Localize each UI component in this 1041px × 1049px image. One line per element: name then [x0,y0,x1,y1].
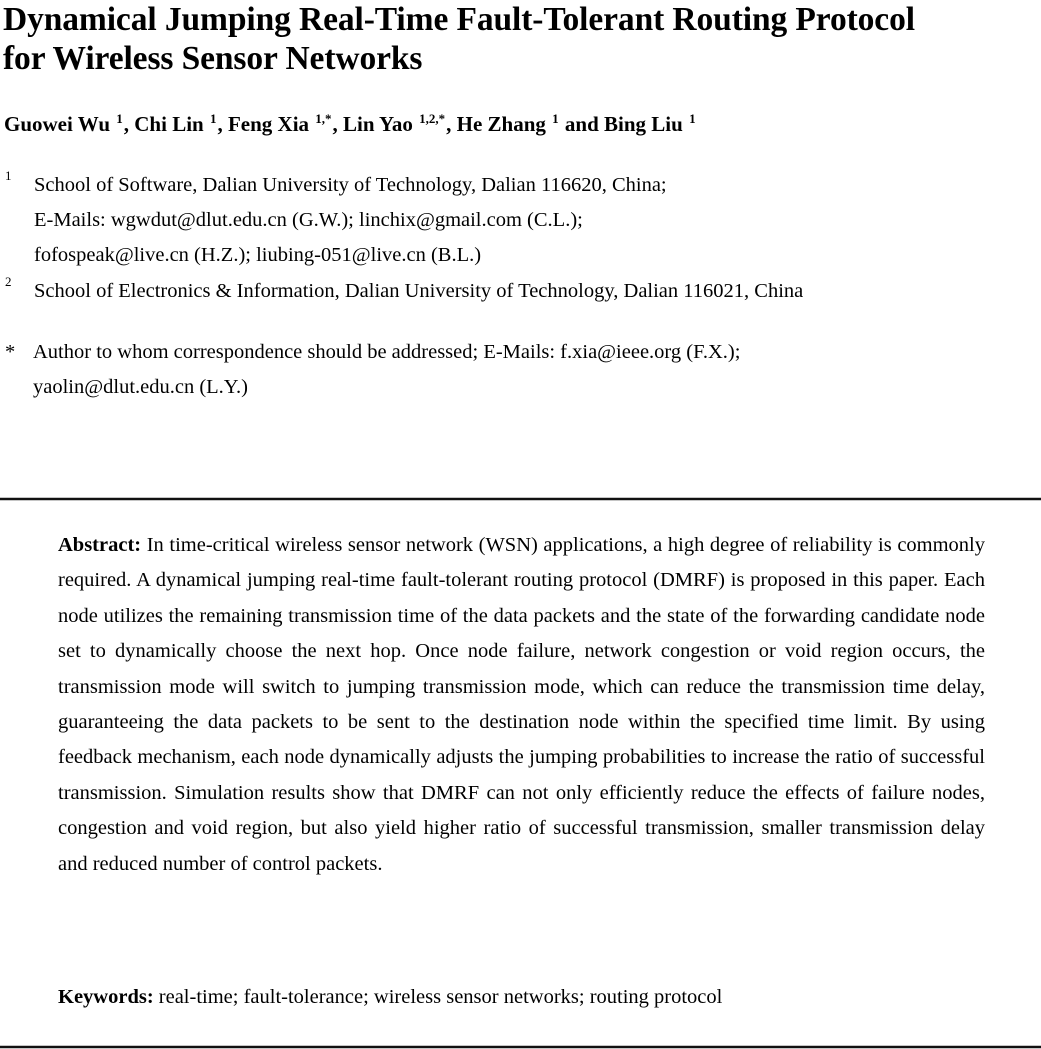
horizontal-rule-bottom [0,1046,1041,1048]
author-affiliation-marker: 1 [116,111,123,126]
affiliation-text: School of Software, Dalian University of Technology, Dalian 116620, China; [34,174,667,196]
keywords-line [58,980,722,1015]
abstract-paragraph [58,528,985,882]
title-line-1: Dynamical Jumping Real-Time Fault-Tolerant Routing Protocol [3,1,915,38]
author-name: Feng Xia [227,112,310,136]
affiliation-marker: 2 [5,274,12,289]
author-name: He Zhang [456,112,546,136]
keywords-label: Keywords: [58,986,154,1008]
affiliation-emails-text: fofospeak@live.cn (H.Z.); liubing-051@live.cn (B.L.) [34,244,482,266]
correspondence-text: yaolin@dlut.edu.cn (L.Y.) [33,376,248,398]
affiliation-marker: 1 [5,168,12,183]
author-name: Chi Lin [134,112,204,136]
abstract-label: Abstract: [58,534,142,556]
author-separator: and [559,112,605,136]
keywords-text: real-time; fault-tolerance; wireless sensor networks; routing protocol [158,986,723,1008]
author-separator: , [332,112,344,136]
correspondence-text: Author to whom correspondence should be addressed; E-Mails: f.xia@ieee.org (F.X.); [33,341,741,363]
author-separator: , [446,112,457,136]
title-line-2: for Wireless Sensor Networks [3,40,423,77]
correspondence-marker: * [5,341,16,363]
author-affiliation-marker: 1,* [315,111,332,126]
paper-title [3,0,1041,78]
author-name: Guowei Wu [4,112,111,136]
author-separator: , [217,112,228,136]
author-affiliation-marker: 1 [552,111,559,126]
author-affiliation-marker: 1 [689,111,696,126]
horizontal-rule-top [0,498,1041,500]
author-list [4,110,697,141]
author-affiliation-marker: 1,2,* [419,111,446,126]
affiliation-text: School of Electronics & Information, Dalian University of Technology, Dalian 116021, China [34,280,804,302]
author-name: Bing Liu [604,112,683,136]
author-affiliation-marker: 1 [209,111,217,126]
abstract-text: In time-critical wireless sensor network (WSN) applications, a high degree of reliability is commonly required. A dynamical jumping real-time fault-tolerant routing protocol (DMRF) is proposed in this paper. Each node utilizes the remaining transmission time of the data packets and the state of the forwarding candidate node set to dynamically choose the next hop. Once node failure, network congestion or void region occurs, the transmission mode will switch to jumping transmission mode, which can reduce the transmission time delay, guaranteeing the data packets to be sent to the destination node within the specified time limit. By using feedback mechanism, each node dynamically adjusts the jumping probabilities to increase the ratio of successful transmission. Simulation results show that DMRF can not only efficiently reduce the effects of failure nodes, congestion and void region, but also yield higher ratio of successful transmission, smaller transmission delay and reduced number of control packets. [58,534,986,875]
affiliation-emails-text: E-Mails: wgwdut@dlut.edu.cn (G.W.); linchix@gmail.com (C.L.); [34,209,583,231]
author-name: Lin Yao [343,112,413,136]
author-separator: , [123,112,135,136]
